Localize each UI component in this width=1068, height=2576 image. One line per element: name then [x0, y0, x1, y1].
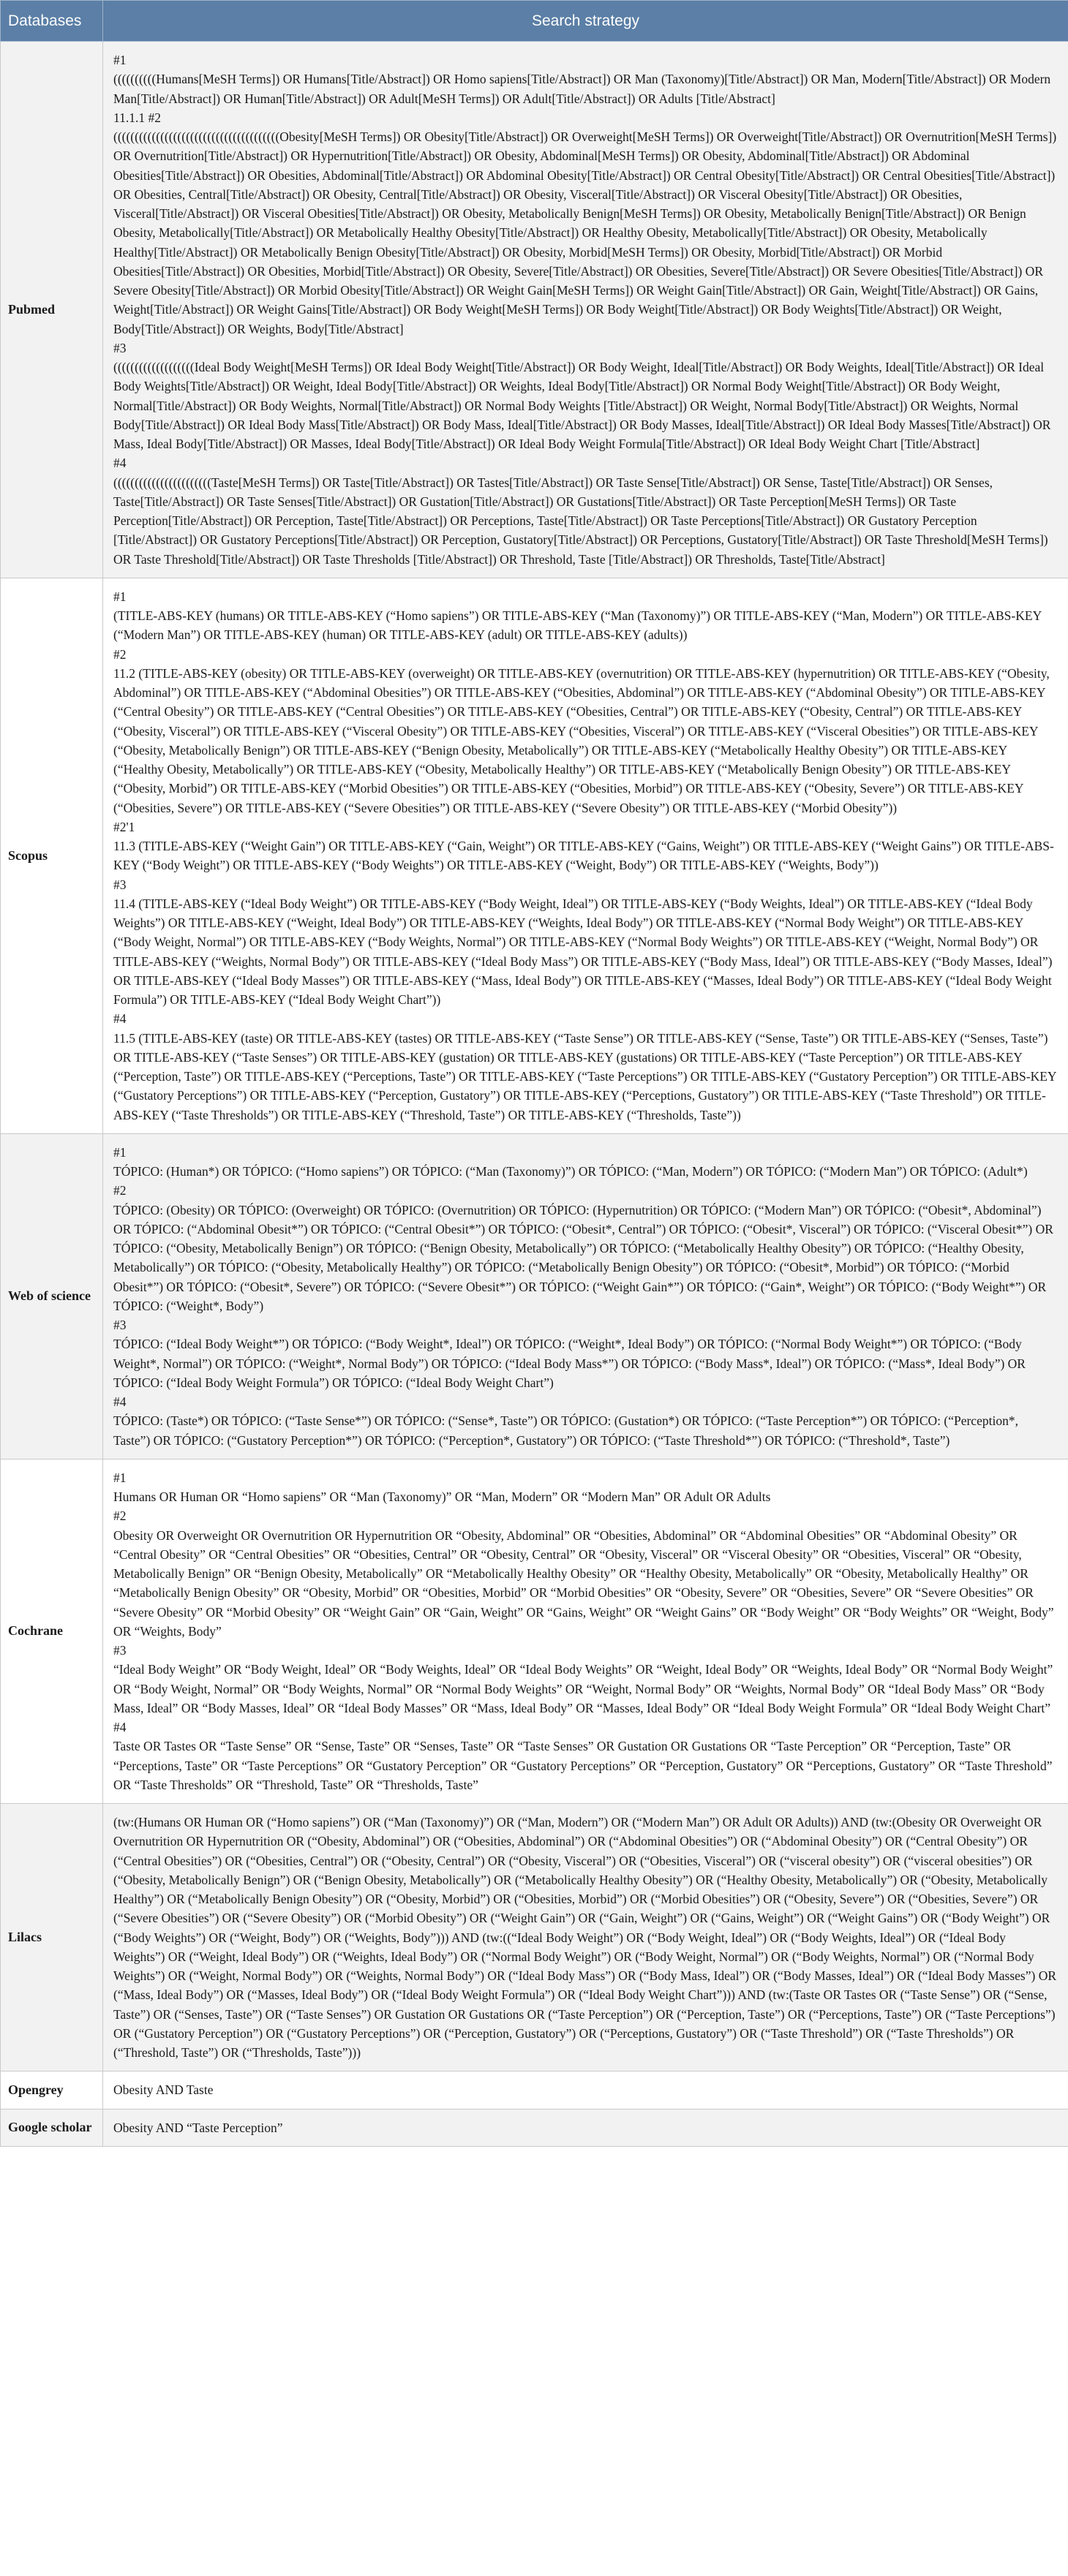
table-row — [1, 1133, 1068, 1459]
table-row — [1, 1459, 1068, 1803]
table-row — [1, 1804, 1068, 2071]
table-header-row — [1, 1, 1068, 42]
database-name: Lilacs — [1, 1804, 103, 2071]
database-name: Opengrey — [1, 2071, 103, 2109]
search-strategy-text: #1 TÓPICO: (Human*) OR TÓPICO: (“Homo sapiens”) OR TÓPICO: (“Man (Taxonomy)”) OR TÓPICO: (“Man, Modern”) OR TÓPICO: (“Modern Man”) OR TÓPICO: (Adult*) #2 TÓPICO: (Obesity) OR TÓPICO: (Overweight) OR TÓPICO: (Overnutrition) OR TÓPICO: (Hypernutrition) OR TÓPICO: (“Modern Man”) OR TÓPICO: (“Obesit*, Abdominal”) OR TÓPICO: (“Abdominal Obesit*”) OR TÓPICO: (“Central Obesit*”) OR TÓPICO: (“Obesit*, Central”) OR TÓPICO: (“Obesit*, Visceral”) OR TÓPICO: (“Visceral Obesit*”) OR TÓPICO: (“Obesity, Metabolically Benign”) OR TÓPICO: (“Benign Obesity, Metabolically”) OR TÓPICO: (“Metabolically Healthy Obesity”) OR TÓPICO: (“Healthy Obesity, Metabolically”) OR TÓPICO: (“Obesity, Metabolically Healthy”) OR TÓPICO: (“Metabolically Benign Obesity”) OR TÓPICO: (“Obesit*, Morbid”) OR TÓPICO: (“Morbid Obesit*”) OR TÓPICO: (“Obesit*, Severe”) OR TÓPICO: (“Severe Obesit*”) OR TÓPICO: (“Weight Gain*”) OR TÓPICO: (“Gain*, Weight”) OR TÓPICO: (“Body Weight*”) OR TÓPICO: (“Weight*, Body”) #3 TÓPICO: (“Ideal Body Weight*”) OR TÓPICO: (“Body Weight*, Ideal”) OR TÓPICO: (“Weight*, Ideal Body”) OR TÓPICO: (“Normal Body Weight*”) OR TÓPICO: (“Body Weight*, Normal”) OR TÓPICO: (“Weight*, Normal Body”) OR TÓPICO: (“Ideal Body Mass*”) OR TÓPICO: (“Body Mass*, Ideal”) OR TÓPICO: (“Mass*, Ideal Body”) OR TÓPICO: (“Ideal Body Weight Formula”) OR TÓPICO: (“Ideal Body Weight Chart”) #4 TÓPICO: (Taste*) OR TÓPICO: (“Taste Sense*”) OR TÓPICO: (“Sense*, Taste”) OR TÓPICO: (Gustation*) OR TÓPICO: (“Taste Perception*”) OR TÓPICO: (“Perception*, Taste”) OR TÓPICO: (“Gustatory Perception*”) OR TÓPICO: (“Perception*, Gustatory”) OR TÓPICO: (“Taste Threshold*”) OR TÓPICO: (“Threshold*, Taste”) — [103, 1133, 1068, 1459]
search-strategy-text: #1 Humans OR Human OR “Homo sapiens” OR “Man (Taxonomy)” OR “Man, Modern” OR “Modern Man” OR Adult OR Adults #2 Obesity OR Overweight OR Overnutrition OR Hypernutrition OR “Obesity, Abdominal” OR “Obesities, Abdominal” OR “Abdominal Obesities” OR “Abdominal Obesity” OR “Central Obesity” OR “Central Obesities” OR “Obesities, Central” OR “Obesity, Central” OR “Obesity, Visceral” OR “Visceral Obesity” OR “Obesities, Visceral” OR “Obesity, Metabolically Benign” OR “Benign Obesity, Metabolically” OR “Metabolically Healthy Obesity” OR “Healthy Obesity, Metabolically” OR “Obesity, Metabolically Healthy” OR “Metabolically Benign Obesity” OR “Obesity, Morbid” OR “Obesities, Morbid” OR “Morbid Obesities” OR “Obesity, Severe” OR “Obesities, Severe” OR “Severe Obesities” OR “Severe Obesity” OR “Morbid Obesity” OR “Weight Gain” OR “Gain, Weight” OR “Gains, Weight” OR “Weight Gains” OR “Body Weight” OR “Body Weights” OR “Weight, Body” OR “Weights, Body” #3 “Ideal Body Weight” OR “Body Weight, Ideal” OR “Body Weights, Ideal” OR “Ideal Body Weights” OR “Weight, Ideal Body” OR “Weights, Ideal Body” OR “Normal Body Weight” OR “Body Weight, Normal” OR “Body Weights, Normal” OR “Normal Body Weights” OR “Weight, Normal Body” OR “Weights, Normal Body” OR “Ideal Body Mass” OR “Body Mass, Ideal” OR “Body Masses, Ideal” OR “Ideal Body Masses” OR “Mass, Ideal Body” OR “Masses, Ideal Body” OR “Ideal Body Weight Formula” OR “Ideal Body Weight Chart” #4 Taste OR Tastes OR “Taste Sense” OR “Sense, Taste” OR “Senses, Taste” OR “Taste Senses” OR Gustation OR Gustations OR “Taste Perception” OR “Perception, Taste” OR “Perceptions, Taste” OR “Taste Perceptions” OR “Gustatory Perception” OR “Gustatory Perceptions” OR “Perception, Gustatory” OR “Perceptions, Gustatory” OR “Taste Threshold” OR “Taste Thresholds” OR “Threshold, Taste” OR “Thresholds, Taste” — [103, 1459, 1068, 1803]
search-strategy-text: Obesity AND Taste — [103, 2071, 1068, 2109]
search-strategy-text: Obesity AND “Taste Perception” — [103, 2109, 1068, 2146]
database-name: Web of science — [1, 1133, 103, 1459]
search-strategy-text: (tw:(Humans OR Human OR (“Homo sapiens”) OR (“Man (Taxonomy)”) OR (“Man, Modern”) OR (“Modern Man”) OR Adult OR Adults)) AND (tw:(Obesity OR Overweight OR Overnutrition OR Hypernutrition OR (“Obesity, Abdominal”) OR (“Obesities, Abdominal”) OR (“Abdominal Obesities”) OR (“Abdominal Obesity”) OR (“Central Obesity”) OR (“Central Obesities”) OR (“Obesities, Central”) OR (“Obesity, Central”) OR (“Obesity, Visceral”) OR (“Obesities, Visceral”) OR (“visceral obesity”) OR (“visceral obesities”) OR (“Obesity, Metabolically Benign”) OR (“Benign Obesity, Metabolically”) OR (“Metabolically Healthy Obesity”) OR (“Healthy Obesity, Metabolically”) OR (“Obesity, Metabolically Healthy”) OR (“Metabolically Benign Obesity”) OR (“Obesity, Morbid”) OR (“Obesities, Morbid”) OR (“Morbid Obesities”) OR (“Obesity, Severe”) OR (“Obesities, Severe”) OR (“Severe Obesities”) OR (“Severe Obesity”) OR (“Morbid Obesity”) OR (“Weight Gain”) OR (“Gain, Weight”) OR (“Gains, Weight”) OR (“Weight Gains”) OR (“Body Weight”) OR (“Body Weights”) OR (“Weight, Body”) OR (“Weights, Body”))) AND (tw:((“Ideal Body Weight”) OR (“Body Weight, Ideal”) OR (“Body Weights, Ideal”) OR (“Ideal Body Weights”) OR (“Weight, Ideal Body”) OR (“Weights, Ideal Body”) OR (“Normal Body Weight”) OR (“Body Weight, Normal”) OR (“Body Weights, Normal”) OR (“Normal Body Weights”) OR (“Weight, Normal Body”) OR (“Weights, Normal Body”) OR (“Ideal Body Mass”) OR (“Body Mass, Ideal”) OR (“Body Masses, Ideal”) OR (“Ideal Body Masses”) OR (“Mass, Ideal Body”) OR (“Masses, Ideal Body”) OR (“Ideal Body Weight Formula”) OR (“Ideal Body Weight Chart”))) AND (tw:(Taste OR Tastes OR (“Taste Sense”) OR (“Sense, Taste”) OR (“Senses, Taste”) OR (“Taste Senses”) OR Gustation OR Gustations OR (“Taste Perception”) OR (“Perception, Taste”) OR (“Perceptions, Taste”) OR (“Taste Perceptions”) OR (“Gustatory Perception”) OR (“Gustatory Perceptions”) OR (“Perception, Gustatory”) OR (“Perceptions, Gustatory”) OR (“Taste Threshold”) OR (“Taste Thresholds”) OR (“Threshold, Taste”) OR (“Thresholds, Taste”))) — [103, 1804, 1068, 2071]
database-name: Scopus — [1, 578, 103, 1133]
search-strategy-text: #1 ((((((((((Humans[MeSH Terms]) OR Humans[Title/Abstract]) OR Homo sapiens[Title/Abstract]) OR Man (Taxonomy)[Title/Abstract]) OR Man, Modern[Title/Abstract]) OR Modern Man[Title/Abstract]) OR Human[Title/Abstract]) OR Adult[MeSH Terms]) OR Adult[Title/Abstract]) OR Adults [Title/Abstract] 11.1.1 #2 (((((((((((((((((((((((((((((((((((((((Obesity[MeSH Terms]) OR Obesity[Title/Abstract]) OR Overweight[MeSH Terms]) OR Overweight[Title/Abstract]) OR Overnutrition[MeSH Terms]) OR Overnutrition[Title/Abstract]) OR Hypernutrition[Title/Abstract]) OR Obesity, Abdominal[MeSH Terms]) OR Obesity, Abdominal[Title/Abstract]) OR Abdominal Obesities[Title/Abstract]) OR Obesities, Abdominal[Title/Abstract]) OR Abdominal Obesity[Title/Abstract]) OR Central Obesity[Title/Abstract]) OR Central Obesities[Title/Abstract]) OR Obesities, Central[Title/Abstract]) OR Obesity, Central[Title/Abstract]) OR Obesity, Visceral[Title/Abstract]) OR Visceral Obesity[Title/Abstract]) OR Obesities, Visceral[Title/Abstract]) OR Visceral Obesities[Title/Abstract]) OR Obesity, Metabolically Benign[MeSH Terms]) OR Obesity, Metabolically Benign[Title/Abstract]) OR Benign Obesity, Metabolically[Title/Abstract]) OR Metabolically Healthy Obesity[Title/Abstract]) OR Healthy Obesity, Metabolically[Title/Abstract]) OR Obesity, Metabolically Healthy[Title/Abstract]) OR Metabolically Benign Obesity[Title/Abstract]) OR Obesity, Morbid[MeSH Terms]) OR Obesity, Morbid[Title/Abstract]) OR Morbid Obesities[Title/Abstract]) OR Obesities, Morbid[Title/Abstract]) OR Obesity, Severe[Title/Abstract]) OR Obesities, Severe[Title/Abstract]) OR Severe Obesities[Title/Abstract]) OR Severe Obesity[Title/Abstract]) OR Morbid Obesity[Title/Abstract]) OR Weight Gain[MeSH Terms]) OR Weight Gain[Title/Abstract]) OR Gain, Weight[Title/Abstract]) OR Gains, Weight[Title/Abstract]) OR Weight Gains[Title/Abstract]) OR Body Weight[MeSH Terms]) OR Body Weight[Title/Abstract]) OR Body Weights[Title/Abstract]) OR Weight, Body[Title/Abstract]) OR Weights, Body[Title/Abstract] #3 (((((((((((((((((((Ideal Body Weight[MeSH Terms]) OR Ideal Body Weight[Title/Abstract]) OR Body Weight, Ideal[Title/Abstract]) OR Body Weights, Ideal[Title/Abstract]) OR Ideal Body Weights[Title/Abstract]) OR Weight, Ideal Body[Title/Abstract]) OR Weights, Ideal Body[Title/Abstract]) OR Normal Body Weight[Title/Abstract]) OR Body Weight, Normal[Title/Abstract]) OR Body Weights, Normal[Title/Abstract]) OR Normal Body Weights [Title/Abstract]) OR Weight, Normal Body[Title/Abstract]) OR Weights, Normal Body[Title/Abstract]) OR Ideal Body Mass[Title/Abstract]) OR Body Mass, Ideal[Title/Abstract]) OR Body Masses, Ideal[Title/Abstract]) OR Ideal Body Masses[Title/Abstract]) OR Mass, Ideal Body[Title/Abstract]) OR Masses, Ideal Body[Title/Abstract]) OR Ideal Body Weight Formula[Title/Abstract]) OR Ideal Body Weight Chart [Title/Abstract] #4 (((((((((((((((((((((((Taste[MeSH Terms]) OR Taste[Title/Abstract]) OR Tastes[Title/Abstract]) OR Taste Sense[Title/Abstract]) OR Sense, Taste[Title/Abstract]) OR Senses, Taste[Title/Abstract]) OR Taste Senses[Title/Abstract]) OR Gustation[Title/Abstract]) OR Gustations[Title/Abstract]) OR Taste Perception[MeSH Terms]) OR Taste Perception[Title/Abstract]) OR Perception, Taste[Title/Abstract]) OR Perceptions, Taste[Title/Abstract]) OR Taste Perceptions[Title/Abstract]) OR Gustatory Perception [Title/Abstract]) OR Gustatory Perceptions[Title/Abstract]) OR Perception, Gustatory[Title/Abstract]) OR Perceptions, Gustatory[Title/Abstract]) OR Taste Threshold[MeSH Terms]) OR Taste Threshold[Title/Abstract]) OR Taste Thresholds [Title/Abstract]) OR Threshold, Taste [Title/Abstract]) OR Thresholds, Taste[Title/Abstract] — [103, 42, 1068, 578]
header-search-strategy: Search strategy — [103, 1, 1068, 42]
search-strategy-text: #1 (TITLE-ABS-KEY (humans) OR TITLE-ABS-KEY (“Homo sapiens”) OR TITLE-ABS-KEY (“Man (Taxonomy)”) OR TITLE-ABS-KEY (“Man, Modern”) OR TITLE-ABS-KEY (“Modern Man”) OR TITLE-ABS-KEY (human) OR TITLE-ABS-KEY (adult) OR TITLE-ABS-KEY (adults)) #2 11.2 (TITLE-ABS-KEY (obesity) OR TITLE-ABS-KEY (overweight) OR TITLE-ABS-KEY (overnutrition) OR TITLE-ABS-KEY (hypernutrition) OR TITLE-ABS-KEY (“Obesity, Abdominal”) OR TITLE-ABS-KEY (“Abdominal Obesities”) OR TITLE-ABS-KEY (“Obesities, Abdominal”) OR TITLE-ABS-KEY (“Abdominal Obesity”) OR TITLE-ABS-KEY (“Central Obesity”) OR TITLE-ABS-KEY (“Central Obesities”) OR TITLE-ABS-KEY (“Obesities, Central”) OR TITLE-ABS-KEY (“Obesity, Central”) OR TITLE-ABS-KEY (“Obesity, Visceral”) OR TITLE-ABS-KEY (“Visceral Obesity”) OR TITLE-ABS-KEY (“Obesities, Visceral”) OR TITLE-ABS-KEY (“Visceral Obesities”) OR TITLE-ABS-KEY (“Obesity, Metabolically Benign”) OR TITLE-ABS-KEY (“Benign Obesity, Metabolically”) OR TITLE-ABS-KEY (“Metabolically Healthy Obesity”) OR TITLE-ABS-KEY (“Healthy Obesity, Metabolically”) OR TITLE-ABS-KEY (“Obesity, Metabolically Healthy”) OR TITLE-ABS-KEY (“Metabolically Benign Obesity”) OR TITLE-ABS-KEY (“Obesity, Morbid”) OR TITLE-ABS-KEY (“Morbid Obesities”) OR TITLE-ABS-KEY (“Obesities, Morbid”) OR TITLE-ABS-KEY (“Obesity, Severe”) OR TITLE-ABS-KEY (“Obesities, Severe”) OR TITLE-ABS-KEY (“Severe Obesities”) OR TITLE-ABS-KEY (“Severe Obesity”) OR TITLE-ABS-KEY (“Morbid Obesity”)) #2'1 11.3 (TITLE-ABS-KEY (“Weight Gain”) OR TITLE-ABS-KEY (“Gain, Weight”) OR TITLE-ABS-KEY (“Gains, Weight”) OR TITLE-ABS-KEY (“Weight Gains”) OR TITLE-ABS-KEY (“Body Weight”) OR TITLE-ABS-KEY (“Body Weights”) OR TITLE-ABS-KEY (“Weight, Body”) OR TITLE-ABS-KEY (“Weights, Body”)) #3 11.4 (TITLE-ABS-KEY (“Ideal Body Weight”) OR TITLE-ABS-KEY (“Body Weight, Ideal”) OR TITLE-ABS-KEY (“Body Weights, Ideal”) OR TITLE-ABS-KEY (“Ideal Body Weights”) OR TITLE-ABS-KEY (“Weight, Ideal Body”) OR TITLE-ABS-KEY (“Weights, Ideal Body”) OR TITLE-ABS-KEY (“Normal Body Weight”) OR TITLE-ABS-KEY (“Body Weight, Normal”) OR TITLE-ABS-KEY (“Body Weights, Normal”) OR TITLE-ABS-KEY (“Normal Body Weights”) OR TITLE-ABS-KEY (“Weight, Normal Body”) OR TITLE-ABS-KEY (“Weights, Normal Body”) OR TITLE-ABS-KEY (“Ideal Body Mass”) OR TITLE-ABS-KEY (“Body Mass, Ideal”) OR TITLE-ABS-KEY (“Body Masses, Ideal”) OR TITLE-ABS-KEY (“Ideal Body Masses”) OR TITLE-ABS-KEY (“Mass, Ideal Body”) OR TITLE-ABS-KEY (“Masses, Ideal Body”) OR TITLE-ABS-KEY (“Ideal Body Weight Formula”) OR TITLE-ABS-KEY (“Ideal Body Weight Chart”)) #4 11.5 (TITLE-ABS-KEY (taste) OR TITLE-ABS-KEY (tastes) OR TITLE-ABS-KEY (“Taste Sense”) OR TITLE-ABS-KEY (“Sense, Taste”) OR TITLE-ABS-KEY (“Senses, Taste”) OR TITLE-ABS-KEY (“Taste Senses”) OR TITLE-ABS-KEY (gustation) OR TITLE-ABS-KEY (gustations) OR TITLE-ABS-KEY (“Taste Perception”) OR TITLE-ABS-KEY (“Perception, Taste”) OR TITLE-ABS-KEY (“Perceptions, Taste”) OR TITLE-ABS-KEY (“Taste Perceptions”) OR TITLE-ABS-KEY (“Gustatory Perception”) OR TITLE-ABS-KEY (“Gustatory Perceptions”) OR TITLE-ABS-KEY (“Perception, Gustatory”) OR TITLE-ABS-KEY (“Perceptions, Gustatory”) OR TITLE-ABS-KEY (“Taste Threshold”) OR TITLE-ABS-KEY (“Taste Thresholds”) OR TITLE-ABS-KEY (“Threshold, Taste”) OR TITLE-ABS-KEY (“Thresholds, Taste”)) — [103, 578, 1068, 1133]
table-row — [1, 2071, 1068, 2109]
table-row — [1, 578, 1068, 1133]
table-row — [1, 42, 1068, 578]
database-name: Pubmed — [1, 42, 103, 578]
table-row — [1, 2109, 1068, 2146]
database-name: Google scholar — [1, 2109, 103, 2146]
header-databases: Databases — [1, 1, 103, 42]
database-name: Cochrane — [1, 1459, 103, 1803]
